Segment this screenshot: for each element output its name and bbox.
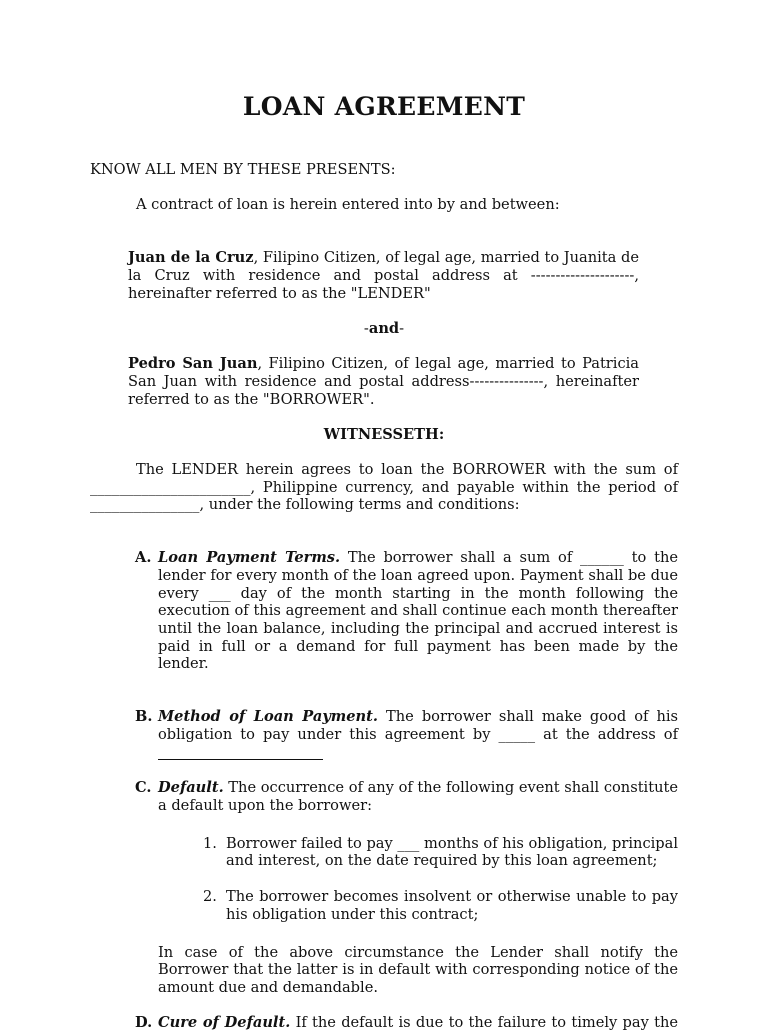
intro-line: KNOW ALL MEN BY THESE PRESENTS: (90, 161, 396, 178)
section-a-marker: A. (135, 549, 152, 566)
section-a-heading: Loan Payment Terms. (158, 549, 341, 566)
and-separator: -and- (363, 320, 405, 337)
contract-line: A contract of loan is herein entered into by and between: (136, 196, 560, 213)
lender-name: Juan de la Cruz (128, 249, 254, 266)
section-d-marker: D. (135, 1014, 153, 1031)
document-page: LOAN AGREEMENT KNOW ALL MEN BY THESE PRESENTS: A contract of loan is herein entered into by and between: Juan de la Cruz, Filipino Citizen, of legal age, married to Juanita de la Cruz with residence and postal address at ---------------------, hereinafter referred to as the "LENDER" -and- Pedro San Juan, Filipino Citizen, of legal age, married to Patricia San Juan with residence and postal address---------------, hereinafter referred to as the "BORROWER". WITNESSETH: The LENDER herein agrees to loan the BORROWER with the sum of ______________________, Philippine currency, and payable within the period of _______________, under the following terms and conditions: A. Loan Payment Terms. The borrower shall a sum of ______ to the lender for every month of the loan agreed upon. Payment shall be due every ___ day of the month starting in the month following the execution of this agreement and shall continue each month thereafter until the loan balance, including the principal and accrued interest is paid in full or a demand for full payment has been made by the lender. B. Method of Loan Payment. The borrower shall make good of his obligation to pay under this agreement by _____ at the address of C. Default. The occurrence of any of the following event shall constitute a default upon the borrower: 1. Borrower failed to pay ___ months of his obligation, principal and interest, on the date required by this loan agreement; 2. The borrower becomes insolvent or otherwise unable to pay his obligation under this contract; In case of the above circumstance the Lender shall notify the Borrower that the latter is in default with corresponding notice of the amount due and demandable. D. Cure of Default. If the default is due to the failure to timely pay the (0, 0, 768, 1024)
witnesseth-heading: WITNESSETH: (323, 426, 445, 443)
document-title: LOAN AGREEMENT (242, 92, 526, 121)
section-c-heading: Default. (158, 779, 224, 796)
section-b-marker: B. (135, 708, 153, 725)
section-d-heading: Cure of Default. (158, 1014, 291, 1031)
section-b-heading: Method of Loan Payment. (158, 708, 378, 725)
section-c-marker: C. (135, 779, 152, 796)
borrower-name: Pedro San Juan (128, 355, 258, 372)
address-blank-line (158, 759, 323, 760)
